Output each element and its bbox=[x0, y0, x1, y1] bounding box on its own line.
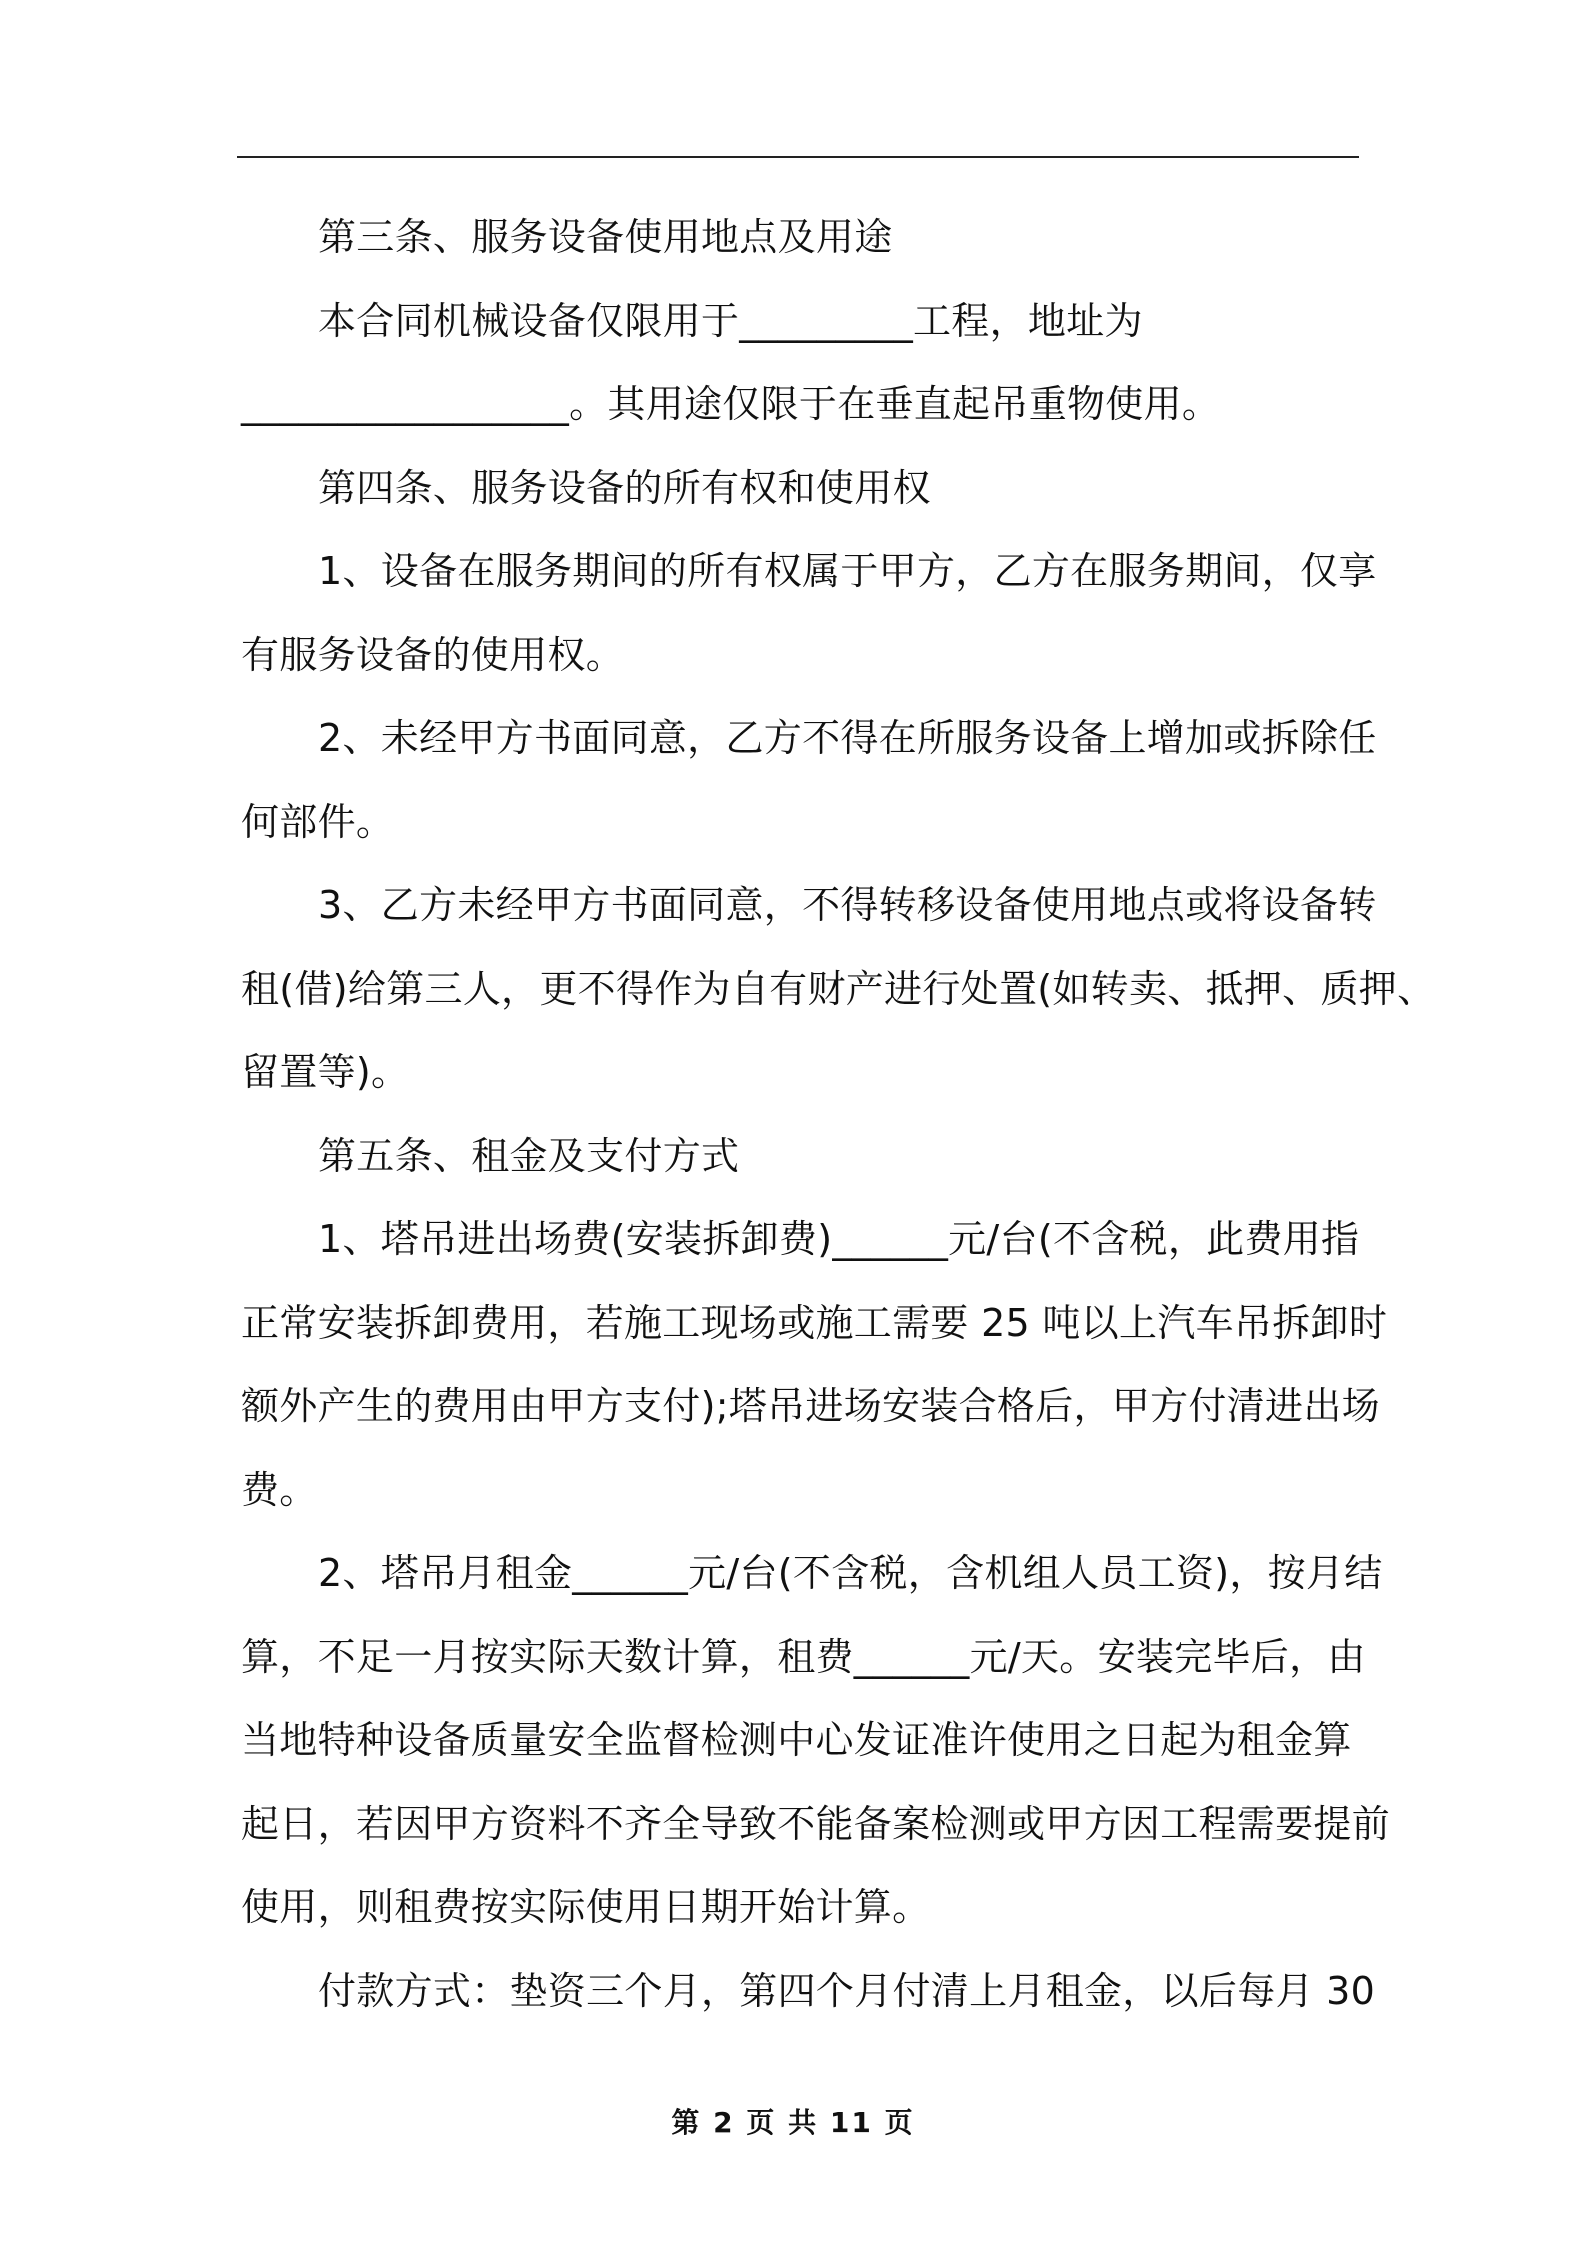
article-4-heading: 第四条、服务设备的所有权和使用权 bbox=[318, 465, 931, 510]
paragraph-line: 2、塔吊月租金______元/台(不含税，含机组人员工资)，按月结 bbox=[318, 1551, 1383, 1595]
article-3-heading: 第三条、服务设备使用地点及用途 bbox=[318, 215, 893, 259]
paragraph-line: _________________。其用途仅限于在垂直起吊重物使用。 bbox=[241, 382, 1221, 426]
paragraph-line: 留置等)。 bbox=[241, 1050, 410, 1094]
header-rule bbox=[237, 156, 1359, 158]
paragraph-line: 3、乙方未经甲方书面同意，不得转移设备使用地点或将设备转 bbox=[318, 883, 1377, 927]
paragraph-line: 1、设备在服务期间的所有权属于甲方，乙方在服务期间，仅享 bbox=[318, 549, 1377, 593]
document-body bbox=[241, 196, 1436, 2033]
paragraph-line: 租(借)给第三人，更不得作为自有财产进行处置(如转卖、抵押、质押、 bbox=[241, 966, 1436, 1011]
paragraph-line: 付款方式：垫资三个月，第四个月付清上月租金，以后每月 30 bbox=[318, 1968, 1376, 2013]
paragraph-line: 本合同机械设备仅限用于_________工程，地址为 bbox=[318, 298, 1143, 343]
paragraph-line: 使用，则租费按实际使用日期开始计算。 bbox=[241, 1885, 931, 1929]
paragraph-line: 额外产生的费用由甲方支付);塔吊进场安装合格后，甲方付清进出场 bbox=[241, 1384, 1380, 1428]
paragraph-line: 2、未经甲方书面同意，乙方不得在所服务设备上增加或拆除任 bbox=[318, 716, 1377, 760]
paragraph-line: 正常安装拆卸费用，若施工现场或施工需要 25 吨以上汽车吊拆卸时 bbox=[241, 1300, 1388, 1345]
paragraph-line: 当地特种设备质量安全监督检测中心发证准许使用之日起为租金算 bbox=[241, 1718, 1352, 1762]
paragraph-line: 有服务设备的使用权。 bbox=[241, 632, 625, 677]
paragraph-line: 算，不足一月按实际天数计算，租费______元/天。安装完毕后，由 bbox=[241, 1634, 1366, 1679]
article-5-heading: 第五条、租金及支付方式 bbox=[318, 1133, 740, 1178]
paragraph-line: 1、塔吊进出场费(安装拆卸费)______元/台(不含税，此费用指 bbox=[318, 1217, 1360, 1261]
paragraph-line: 何部件。 bbox=[241, 799, 395, 844]
paragraph-line: 费。 bbox=[241, 1467, 318, 1512]
paragraph-line: 起日，若因甲方资料不齐全导致不能备案检测或甲方因工程需要提前 bbox=[241, 1801, 1391, 1846]
page-number-footer: 第 2 页 共 11 页 bbox=[671, 2106, 915, 2139]
